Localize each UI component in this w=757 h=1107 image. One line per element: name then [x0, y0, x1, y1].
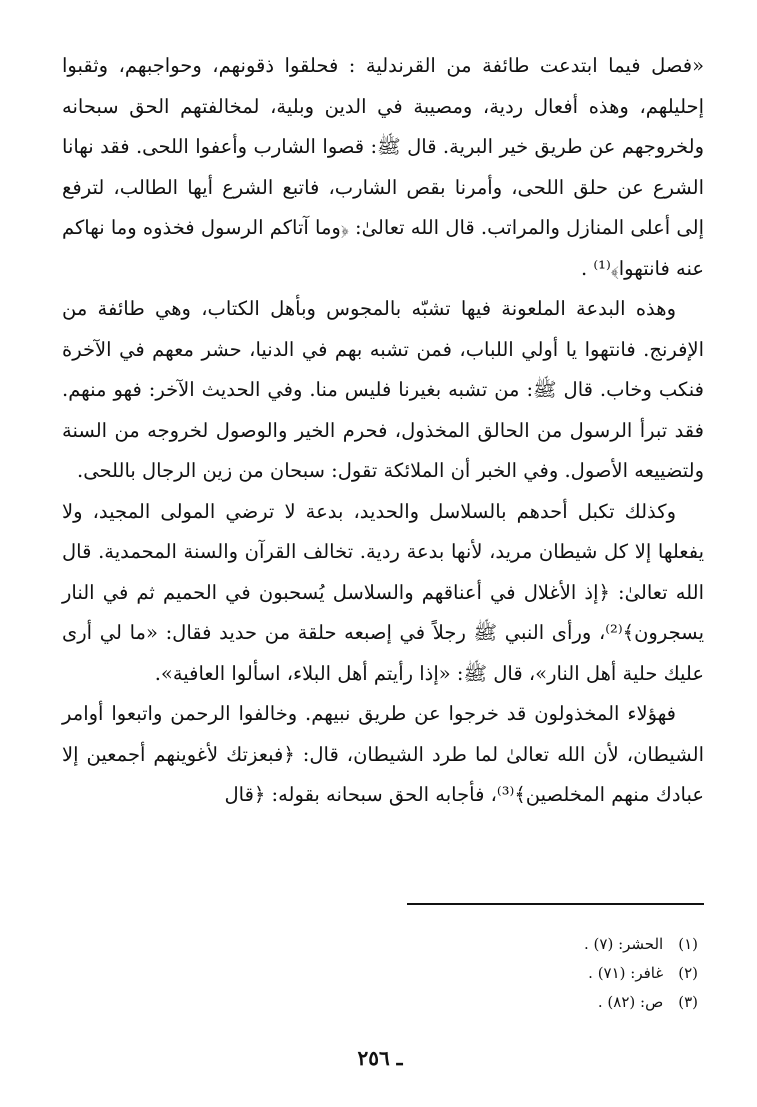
footnote-text: ص: (٨٢) .	[597, 993, 664, 1011]
paragraph-2: وهذه البدعة الملعونة فيها تشبّه بالمجوس وبأهل الكتاب، وهي طائفة من الإفرنج. فانتهوا يا أولي اللباب، فمن تشبه بهم في الدنيا، حشر معهم في الآخرة فنكب وخاب. قال ﷺ: من تشبه بغيرنا فليس منا. وفي الحديث الآخر: فهو منهم. فقد تبرأ الرسول من الحالق المخذول، فحرم الخير والوصول لخروجه من السنة ولتضييعه الأصول. وفي الخبر أن الملائكة تقول: سبحان من زين الرجال باللحى.	[62, 297, 704, 482]
main-text	[62, 46, 704, 816]
footnote-number: (٢)	[678, 964, 698, 982]
paragraph-4: فهؤلاء المخذولون قد خرجوا عن طريق نبيهم. وخالفوا الرحمن واتبعوا أوامر الشيطان، لأن الله تعالىٰ لما طرد الشيطان، قال: ﴿فبعزتك لأغوينهم أجمعين إلا عبادك منهم المخلصين﴾⁽³⁾، فأجابه الحق سبحانه بقوله: ﴿قال	[62, 702, 704, 806]
footnote-divider	[407, 903, 704, 905]
footnote-number: (١)	[678, 935, 698, 953]
paragraph-1: «فصل فيما ابتدعت طائفة من القرندلية : فحلقوا ذقونهم، وحواجبهم، وثقبوا إحليلهم، وهذه أفعال ردية، ومصيبة في الدين وبلية، لمخالفتهم الحق سبحانه ولخروجهم عن طريق خير البرية. قال ﷺ: قصوا الشارب وأعفوا اللحى. فقد نهانا الشرع عن حلق اللحى، وأمرنا بقص الشارب، فاتبع الشرع أيها الطالب، لترفع إلى أعلى المنازل والمراتب. قال الله تعالىٰ: ﴿وما آتاكم الرسول فخذوه وما نهاكم عنه فانتهوا﴾⁽¹⁾ .	[62, 54, 704, 280]
footnote-text: غافر: (٧١) .	[588, 964, 664, 982]
footnote-2	[62, 959, 704, 988]
footnotes	[62, 930, 704, 1017]
paragraph-3: وكذلك تكبل أحدهم بالسلاسل والحديد، بدعة لا ترضي المولى المجيد، ولا يفعلها إلا كل شيطان مريد، لأنها بدعة ردية. تخالف القرآن والسنة المحمدية. قال الله تعالىٰ: ﴿إذ الأغلال في أعناقهم والسلاسل يُسحبون في الحميم ثم في النار يسجرون﴾⁽²⁾، ورأى النبي ﷺ رجلاً في إصبعه حلقة من حديد فقال: «ما لي أرى عليك حلية أهل النار»، قال ﷺ: «إذا رأيتم أهل البلاء، اسألوا العافية».	[62, 499, 704, 685]
footnote-3	[62, 988, 704, 1017]
page-number: ـ ٢٥٦	[357, 1046, 403, 1070]
footnote-1	[62, 930, 704, 959]
footnote-text: الحشر: (٧) .	[584, 935, 664, 953]
footnote-number: (٣)	[678, 993, 698, 1011]
